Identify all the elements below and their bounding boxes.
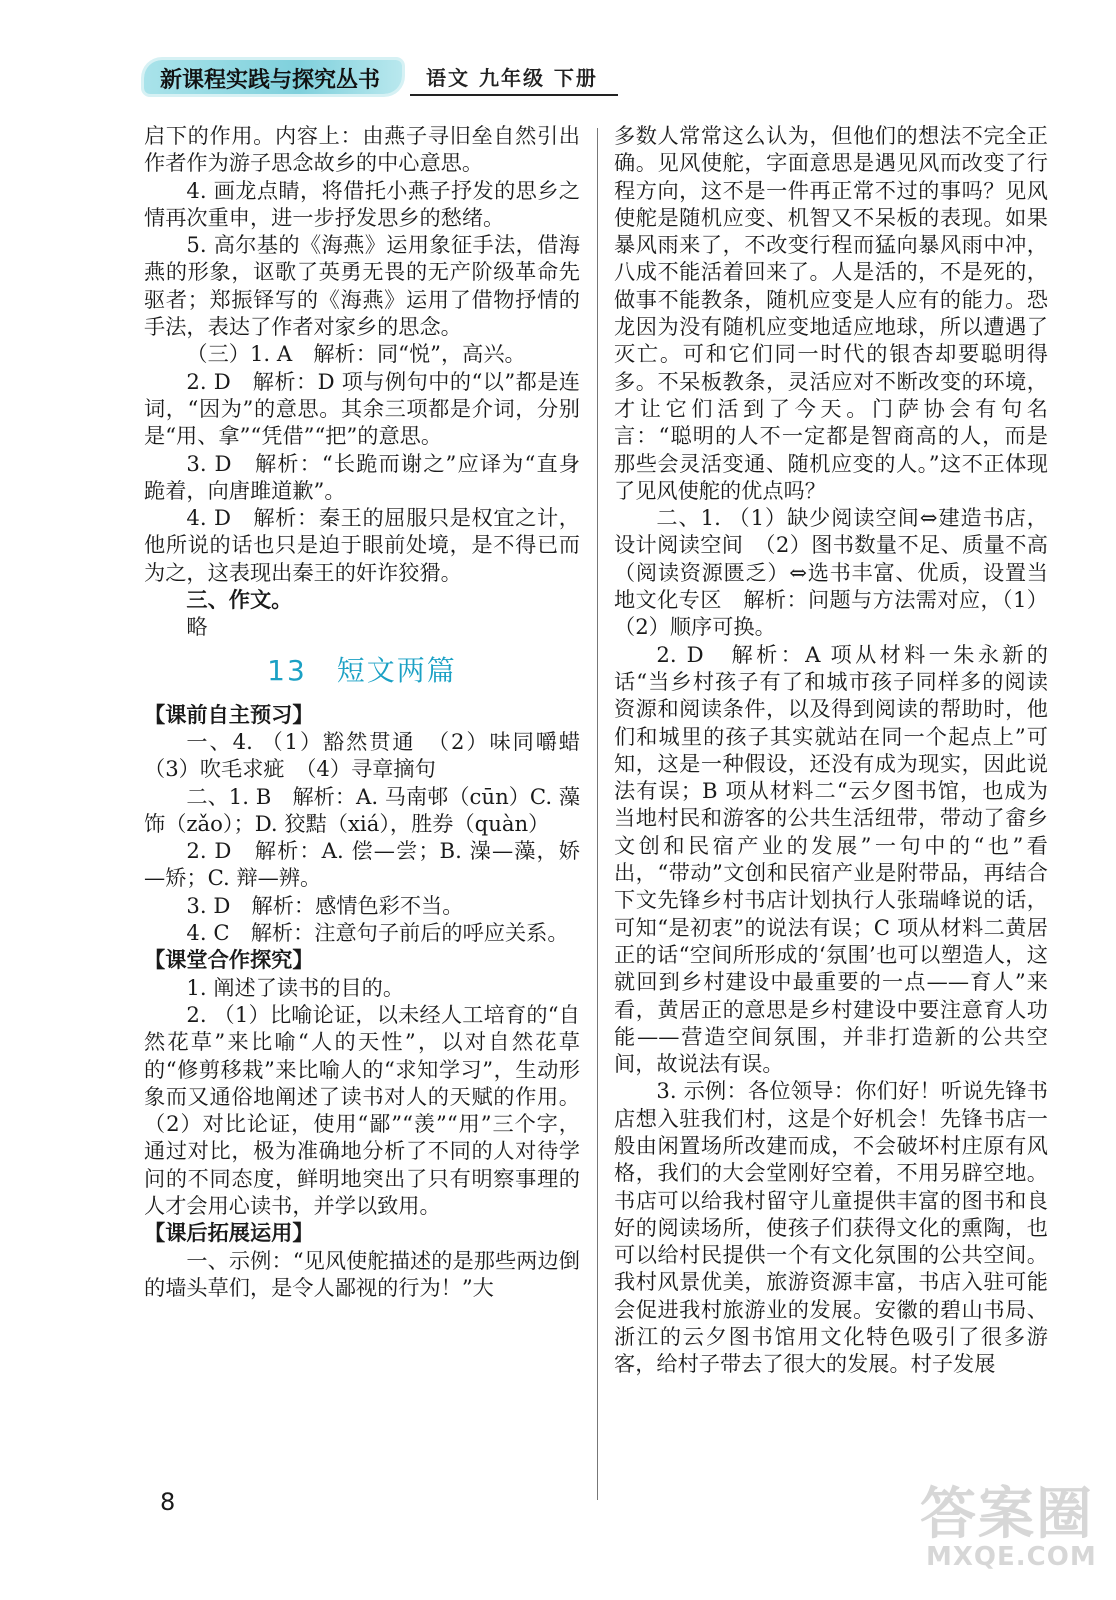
paragraph: 4. 画龙点睛，将借托小燕子抒发的思乡之情再次重申，进一步抒发思乡的愁绪。: [144, 177, 580, 230]
section-heading: 【课前自主预习】: [144, 701, 314, 727]
page-number: 8: [160, 1488, 176, 1516]
paragraph: 启下的作用。内容上：由燕子寻旧垒自然引出作者作为游子思念故乡的中心意思。: [144, 123, 580, 176]
paragraph: 2. （1）比喻论证，以未经人工培育的“自然花草”来比喻“人的天性”，以对自然花草的“修剪移栽”来比喻人的“求知学习”，生动形象而又通俗地阐述了读书对人的天赋的作用。（2）对比论证，使用“鄙”“羡”“用”三个字，通过对比，极为准确地分析了不同的人对待学问的不同态度，鲜明地突出了只有明察事理的人才会用心读书，并学以致用。: [144, 1001, 580, 1218]
paragraph: 二、1. B 解析：A. 马南邨（cūn）C. 藻饰（zǎo）；D. 狡黠（xiá），胜券（quàn）: [144, 783, 581, 836]
section-heading: 三、作文。: [186, 587, 293, 613]
paragraph: 3. 示例：各位领导：你们好！听说先锋书店想入驻我们村，这是个好机会！先锋书店一般由闲置场所改建而成，不会破坏村庄原有风格，我们的大会堂刚好空着，不用另辟空地。书店可以给我村留守儿童提供丰富的图书和良好的阅读场所，使孩子们获得文化的熏陶，也可以给村民提供一个有文化氛围的公共空间。我村风景优美，旅游资源丰富，书店入驻可能会促进我村旅游业的发展。安徽的碧山书局、浙江的云夕图书馆用文化特色吸引了很多游客，给村子带去了很大的发展。村子发展: [614, 1078, 1048, 1377]
left-column: [144, 122, 602, 1301]
page-header: [140, 58, 618, 98]
watermark-logo: [920, 1470, 1100, 1590]
paragraph: 多数人常常这么认为，但他们的想法不完全正确。见风使舵，字面意思是遇见风而改变了行程方向，这不是一件再正常不过的事吗？见风使舵是随机应变、机智又不呆板的表现。如果暴风雨来了，不改变行程而猛向暴风雨中冲，八成不能活着回来了。人是活的，不是死的，做事不能教条，随机应变是人应有的能力。恐龙因为没有随机应变地适应地球，所以遭遇了灭亡。可和它们同一时代的银杏却要聪明得多。不呆板教条，灵活应对不断改变的环境，才让它们活到了今天。门萨协会有句名言：“聪明的人不一定都是智商高的人，而是那些会灵活变通、随机应变的人。”这不正体现了见风使舵的优点吗？: [614, 123, 1048, 503]
paragraph: 一、示例：“见风使舵描述的是那些两边倒的墙头草们，是令人鄙视的行为！”大: [144, 1247, 580, 1300]
lesson-title: 13 短文两篇: [267, 653, 457, 687]
column-divider: [597, 128, 598, 1500]
paragraph: 5. 高尔基的《海燕》运用象征手法，借海燕的形象，讴歌了英勇无畏的无产阶级革命先驱者；郑振铎写的《海燕》运用了借物抒情的手法，表达了作者对家乡的思念。: [144, 232, 580, 340]
paragraph: 一、4. （1）豁然贯通 （2）味同嚼蜡 （3）吹毛求疵 （4）寻章摘句: [144, 728, 602, 782]
watermark-text: 答案圈: [920, 1482, 1094, 1547]
right-column: [614, 122, 1048, 1378]
paragraph: 2. D 解析：A 项从材料一朱永新的话“当乡村孩子有了和城市孩子同样多的阅读资源和阅读条件，以及得到阅读的帮助时，他们和城里的孩子其实就站在同一个起点上”可知，这是一种假设，还没有成为现实，因此说法有误；B 项从材料二“云夕图书馆，也成为当地村民和游客的公共生活纽带，带动了畲乡文创和民宿产业的发展”一句中的“也”看出，“带动”文创和民宿产业是附带品，再结合下文先锋乡村书店计划执行人张瑞峰说的话，可知“是初衷”的说法有误；C 项从材料二黄居正的话“空间所形成的‘氛围’也可以塑造人，这就回到乡村建设中最重要的一点——育人”来看，黄居正的意思是乡村建设中要注意育人功能——营造空间氛围，并非打造新的公共空间，故说法有误。: [614, 641, 1048, 1077]
paragraph: 4. C 解析：注意句子前后的呼应关系。: [186, 920, 569, 946]
paragraph: 3. D 解析：“长跪而谢之”应译为“直身跪着，向唐雎道歉”。: [144, 450, 580, 503]
paragraph: 3. D 解析：感情色彩不当。: [186, 892, 464, 918]
section-heading: 【课后拓展运用】: [144, 1220, 314, 1246]
subject-label: 语文 九年级 下册: [426, 66, 598, 90]
series-title: 新课程实践与探究丛书: [160, 68, 381, 93]
paragraph: 2. D 解析：D 项与例句中的“以”都是连词，“因为”的意思。其余三项都是介词，分别是“用、拿”“凭借”“把”的意思。: [144, 368, 580, 449]
paragraph: 略: [186, 614, 208, 640]
watermark-url: MXQE.COM: [926, 1542, 1097, 1572]
header-rule: [410, 94, 618, 96]
paragraph: 2. D 解析：A. 偿—尝；B. 澡—藻，娇—矫；C. 辩—辨。: [144, 838, 580, 891]
paragraph: 1. 阐述了读书的目的。: [186, 974, 405, 1000]
paragraph: 二、1. （1）缺少阅读空间⇔建造书店，设计阅读空间 （2）图书数量不足、质量不高（阅读资源匮乏）⇔选书丰富、优质，设置当地文化专区 解析：问题与方法需对应，（1）（2）顺序可换。: [614, 505, 1048, 640]
paragraph: 4. D 解析：秦王的屈服只是权宜之计，他所说的话也只是迫于眼前处境，是不得已而为之，这表现出秦王的奸诈狡猾。: [144, 505, 580, 585]
section-heading: 【课堂合作探究】: [144, 947, 314, 973]
series-banner: [144, 60, 402, 94]
paragraph: （三）1. A 解析：同“悦”，高兴。: [186, 341, 526, 367]
